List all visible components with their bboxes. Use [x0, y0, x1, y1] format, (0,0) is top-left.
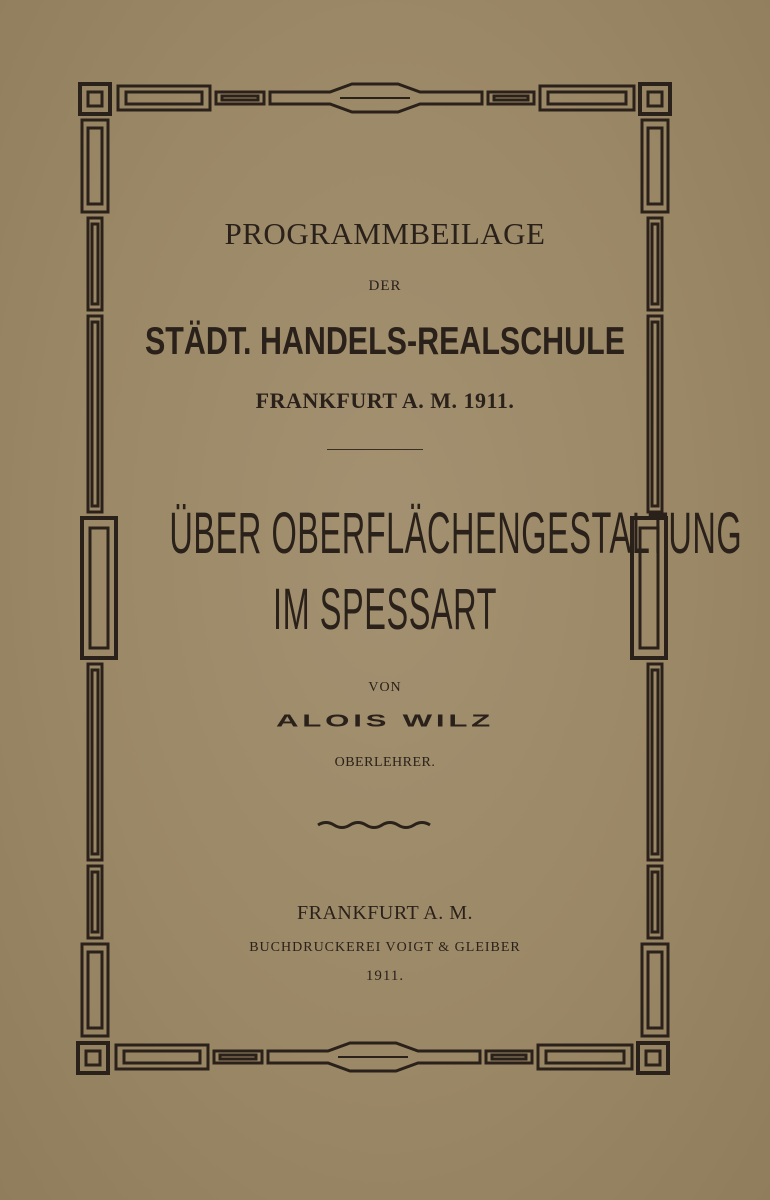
cover-der: DER: [368, 278, 402, 294]
left-border: [82, 120, 116, 1036]
right-border: [632, 120, 668, 1036]
top-border: [118, 84, 634, 112]
publication-place: FRANKFURT A. M.: [297, 902, 473, 924]
corner-ornament-tr: [640, 84, 670, 114]
corner-ornament-bl: [78, 1043, 108, 1073]
divider-rule: [327, 449, 423, 450]
school-name: STÄDT. HANDELS-REALSCHULE: [145, 320, 625, 363]
title-line-2: IM SPESSART: [273, 577, 497, 642]
bottom-border: [116, 1043, 632, 1071]
corner-ornament-tl: [80, 84, 110, 114]
cover-heading: PROGRAMMBEILAGE: [224, 216, 546, 251]
publication-year: 1911.: [365, 968, 405, 984]
author-role: OBERLEHRER.: [334, 755, 436, 770]
corner-ornament-br: [638, 1043, 668, 1073]
city-year: FRANKFURT A. M. 1911.: [255, 388, 515, 413]
title-line-1: ÜBER OBERFLÄCHENGESTALTUNG: [169, 501, 743, 566]
wavy-ornament: [318, 823, 430, 828]
printer-name: BUCHDRUCKEREI VOIGT & GLEIBER: [249, 940, 521, 955]
by-label: VON: [368, 680, 402, 695]
author-name: ALOIS WILZ: [275, 711, 495, 731]
